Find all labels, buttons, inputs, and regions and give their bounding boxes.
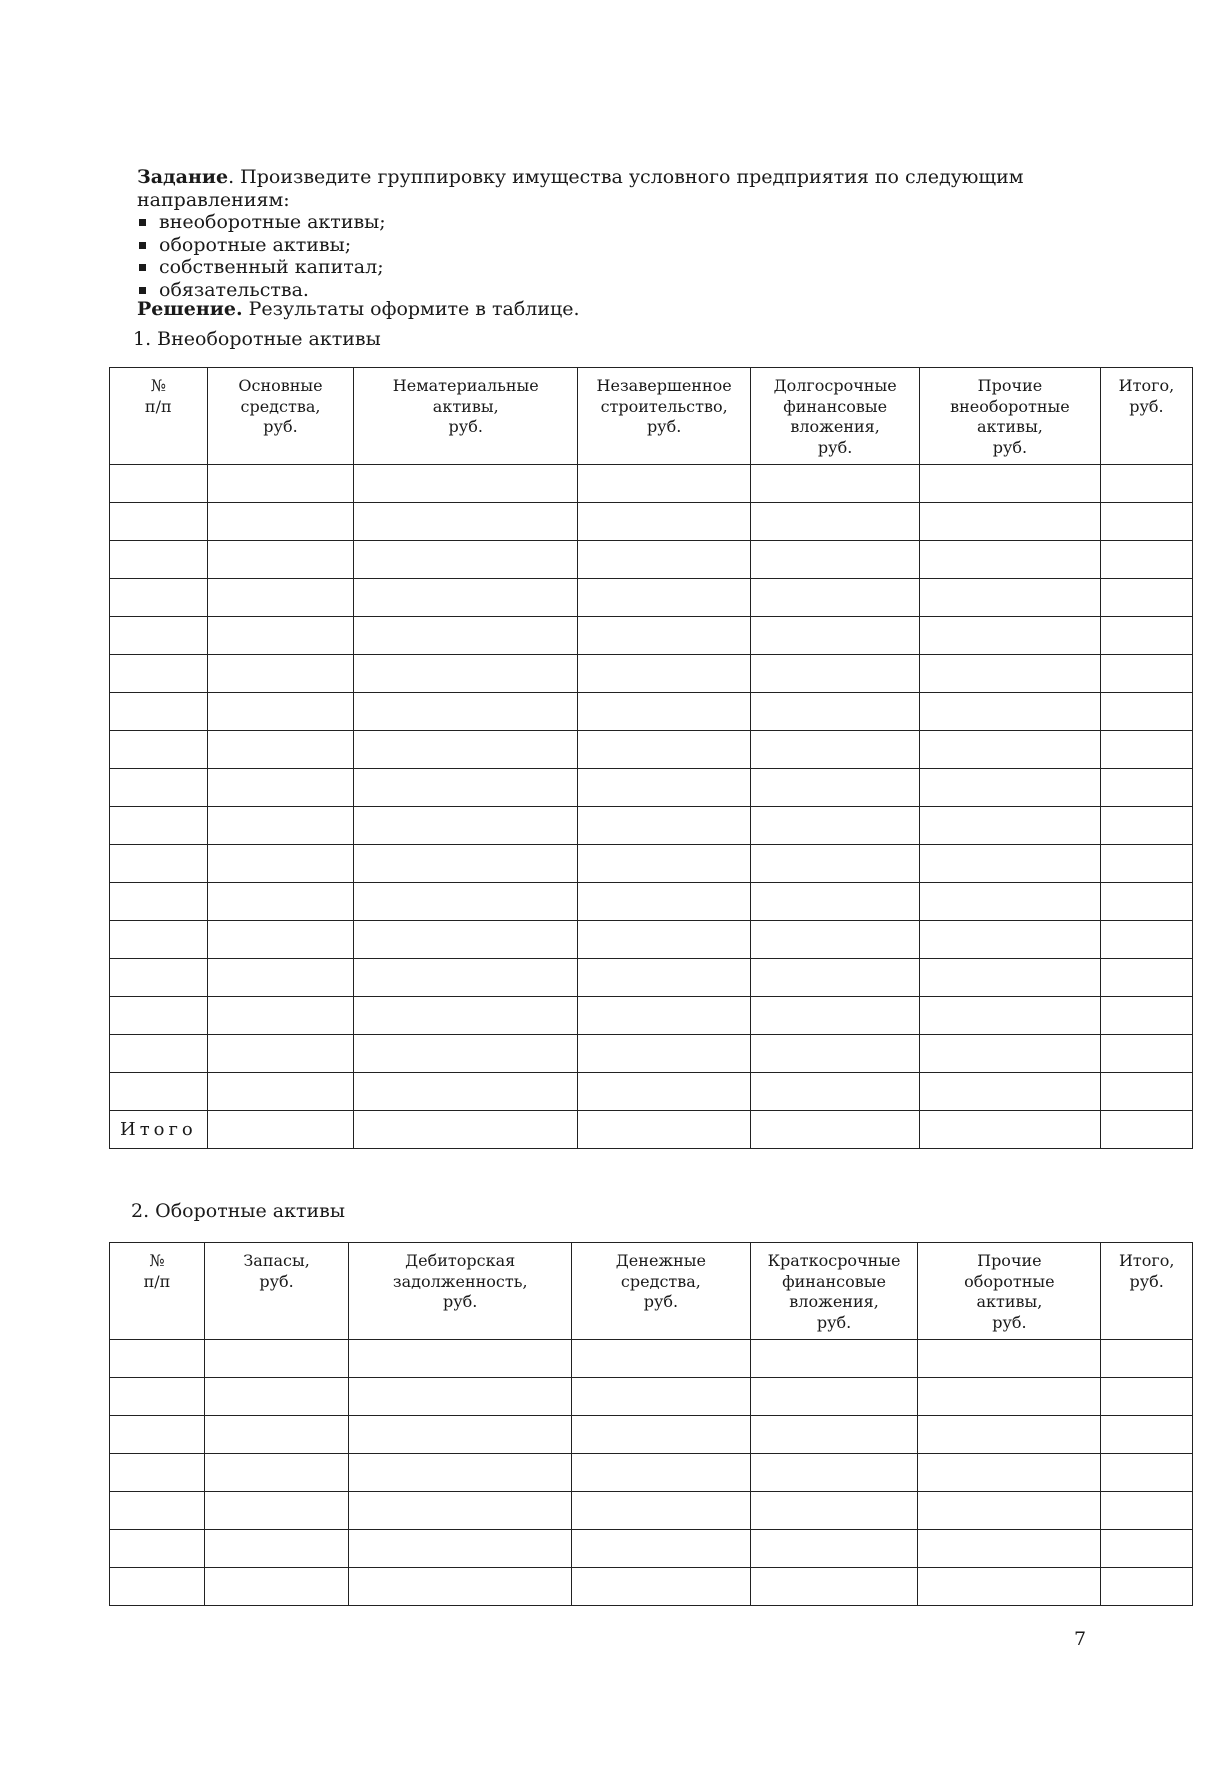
header-line: руб. [1129,1271,1164,1291]
task-label: Задание [137,166,229,188]
table-cell[interactable] [354,731,578,769]
page-number: 7 [1074,1628,1087,1650]
table-cell[interactable] [578,655,751,693]
table-row [110,617,1193,655]
header-line: вложения, [789,1292,879,1311]
header-line: Дебиторская [405,1251,516,1270]
table-row [110,579,1193,617]
table-cell[interactable] [572,1454,751,1492]
table-cell[interactable] [750,1378,918,1416]
table-row [110,1530,1193,1568]
table-cell[interactable] [920,883,1101,921]
total-row [110,1111,1193,1149]
table-row [110,731,1193,769]
header-line: руб. [992,1312,1027,1332]
table-cell[interactable] [354,1073,578,1111]
header-cell-intangible-assets [354,368,578,465]
table-cell[interactable] [110,921,208,959]
table-cell[interactable] [578,465,751,503]
header-cell-receivables [349,1243,572,1340]
header-line: п/п [143,1271,171,1291]
header-cell-long-term-investments [751,368,920,465]
header-line: руб. [646,417,682,436]
table-cell[interactable] [110,997,208,1035]
total-cell[interactable] [1100,1111,1192,1149]
task-statement [137,166,1097,211]
table-cell[interactable] [110,1073,208,1111]
table-cell[interactable] [920,693,1101,731]
total-cell[interactable] [751,1111,920,1149]
bullet-item: собственный капитал; [137,256,1097,279]
header-cell-total [1101,1243,1193,1340]
table-row [110,1340,1193,1378]
table-cell[interactable] [751,731,920,769]
table-row [110,807,1193,845]
table-cell[interactable] [918,1530,1101,1568]
header-line: Запасы, [243,1251,310,1270]
table-cell[interactable] [918,1378,1101,1416]
table-cell[interactable] [572,1568,751,1606]
header-line: Незавершенное [596,376,732,395]
table-cell[interactable] [207,655,354,693]
table-cell[interactable] [1100,541,1192,579]
table-cell[interactable] [751,693,920,731]
header-line: Итого, [1118,1251,1175,1270]
table-cell[interactable] [354,997,578,1035]
table-row [110,541,1193,579]
table-row [110,1454,1193,1492]
table-cell[interactable] [207,883,354,921]
table-cell[interactable] [1101,1454,1193,1492]
table-cell[interactable] [578,997,751,1035]
table-cell[interactable] [751,1073,920,1111]
table-cell[interactable] [920,541,1101,579]
header-line: № [150,376,166,395]
table-cell[interactable] [920,845,1101,883]
header-line: Долгосрочные [773,376,897,395]
table-cell[interactable] [751,579,920,617]
header-cell-number [110,1243,205,1340]
table-cell[interactable] [751,655,920,693]
table-cell[interactable] [578,1073,751,1111]
table-cell[interactable] [751,617,920,655]
table-row [110,1416,1193,1454]
header-line: задолженность, [392,1271,528,1291]
table-cell[interactable] [751,997,920,1035]
table-cell[interactable] [207,997,354,1035]
table-cell[interactable] [354,1035,578,1073]
table-cell[interactable] [110,693,208,731]
table-cell[interactable] [204,1568,348,1606]
table-cell[interactable] [1101,1530,1193,1568]
total-cell[interactable] [207,1111,354,1149]
table-cell[interactable] [110,1035,208,1073]
header-line: Краткосрочные [767,1251,901,1270]
total-cell[interactable] [920,1111,1101,1149]
table-cell[interactable] [349,1454,572,1492]
header-line: вложения, [790,417,880,436]
table-cell[interactable] [204,1378,348,1416]
table-cell[interactable] [110,731,208,769]
table-cell[interactable] [920,921,1101,959]
table-cell[interactable] [1100,807,1192,845]
table-cell[interactable] [1100,1035,1192,1073]
table-cell[interactable] [751,465,920,503]
table-cell[interactable] [578,845,751,883]
table-cell[interactable] [110,1530,205,1568]
table-cell[interactable] [1100,579,1192,617]
table-cell[interactable] [207,693,354,731]
table-row [110,693,1193,731]
table-cell[interactable] [578,883,751,921]
table-cell[interactable] [204,1492,348,1530]
table-cell[interactable] [110,503,208,541]
table-cell[interactable] [207,617,354,655]
table-body [110,465,1193,1111]
table-cell[interactable] [110,465,208,503]
table-row [110,845,1193,883]
table-cell[interactable] [354,693,578,731]
table-cell[interactable] [1101,1492,1193,1530]
table-cell[interactable] [578,693,751,731]
table-cell[interactable] [750,1492,918,1530]
table-cell[interactable] [354,503,578,541]
table-cell[interactable] [1100,959,1192,997]
table-cell[interactable] [204,1454,348,1492]
table-cell[interactable] [110,769,208,807]
header-line: п/п [144,396,172,416]
header-line: финансовые [782,1271,886,1291]
header-line: № [149,1251,165,1270]
header-cell-other-current-assets [918,1243,1101,1340]
task-bullet-list [137,211,1097,301]
table-cell[interactable] [920,465,1101,503]
task-text: . Произведите группировку имущества условного предприятия по следующим направлениям: [137,166,1024,211]
table-cell[interactable] [572,1378,751,1416]
table-cell[interactable] [918,1568,1101,1606]
table-cell[interactable] [207,731,354,769]
table-cell[interactable] [578,959,751,997]
table-cell[interactable] [110,655,208,693]
section-title-noncurrent-assets: 1. Внеоборотные активы [133,328,381,350]
table-cell[interactable] [349,1568,572,1606]
header-line: руб. [263,417,298,436]
table-cell[interactable] [750,1340,918,1378]
table-cell[interactable] [578,579,751,617]
table-cell[interactable] [349,1340,572,1378]
header-line: руб. [643,1292,679,1311]
table-row [110,465,1193,503]
table-row [110,883,1193,921]
table-cell[interactable] [110,1492,205,1530]
header-line: строительство, [600,396,728,416]
table-cell[interactable] [207,579,354,617]
total-cell[interactable] [354,1111,578,1149]
total-cell[interactable] [578,1111,751,1149]
table-cell[interactable] [751,921,920,959]
table-row [110,655,1193,693]
table-cell[interactable] [354,883,578,921]
table-cell[interactable] [207,921,354,959]
table-cell[interactable] [1100,465,1192,503]
header-line: Прочие [977,1251,1042,1270]
table-cell[interactable] [110,845,208,883]
solution-text: Результаты оформите в таблице. [242,298,580,320]
table-cell[interactable] [110,617,208,655]
table-row [110,1073,1193,1111]
table-cell[interactable] [920,503,1101,541]
table-cell[interactable] [920,617,1101,655]
total-label-cell: Итого [110,1111,208,1149]
table-cell[interactable] [354,807,578,845]
table-cell[interactable] [751,883,920,921]
header-cell-inventory [204,1243,348,1340]
table-cell[interactable] [354,769,578,807]
section-title-current-assets: 2. Оборотные активы [131,1200,346,1222]
table-cell[interactable] [110,541,208,579]
header-line: Основные [238,376,323,395]
table-cell[interactable] [207,959,354,997]
table-cell[interactable] [354,655,578,693]
header-cell-construction-in-progress [578,368,751,465]
table-cell[interactable] [572,1416,751,1454]
header-line: активы, [976,1292,1043,1311]
header-cell-total [1100,368,1192,465]
table-cell[interactable] [920,997,1101,1035]
table-cell[interactable] [578,503,751,541]
table-cell[interactable] [110,959,208,997]
table-cell[interactable] [751,503,920,541]
table-noncurrent-assets [109,367,1193,1149]
table-cell[interactable] [1100,731,1192,769]
table-cell[interactable] [578,617,751,655]
header-line: средства, [240,396,321,416]
table-cell[interactable] [920,1073,1101,1111]
header-line: руб. [816,1312,852,1332]
table-row [110,769,1193,807]
table-cell[interactable] [207,541,354,579]
table-row [110,959,1193,997]
table-cell[interactable] [1101,1340,1193,1378]
table-cell[interactable] [207,769,354,807]
table-cell[interactable] [354,845,578,883]
header-cell-number [110,368,208,465]
bullet-item: обязательства. [137,279,1097,302]
table-cell[interactable] [354,579,578,617]
table-cell[interactable] [578,807,751,845]
table-cell[interactable] [1100,693,1192,731]
table-cell[interactable] [354,959,578,997]
table-row [110,1492,1193,1530]
header-cell-cash [572,1243,751,1340]
table-cell[interactable] [207,503,354,541]
header-line: активы, [432,396,499,416]
table-cell[interactable] [349,1378,572,1416]
table-cell[interactable] [920,579,1101,617]
table-cell[interactable] [578,769,751,807]
table-row [110,503,1193,541]
table-cell[interactable] [110,807,208,845]
table-cell[interactable] [918,1492,1101,1530]
table-row [110,1568,1193,1606]
table-cell[interactable] [751,769,920,807]
header-line: Нематериальные [392,376,539,395]
table-cell[interactable] [920,1035,1101,1073]
table-cell[interactable] [1101,1568,1193,1606]
table-cell[interactable] [1100,1073,1192,1111]
table-cell[interactable] [572,1492,751,1530]
table-row [110,1035,1193,1073]
table-cell[interactable] [918,1340,1101,1378]
table-cell[interactable] [110,1568,205,1606]
table-cell[interactable] [207,1035,354,1073]
table-row [110,921,1193,959]
table-cell[interactable] [1100,921,1192,959]
table-cell[interactable] [1100,503,1192,541]
table-cell[interactable] [920,959,1101,997]
solution-label: Решение. [137,298,243,320]
header-line: руб. [259,1271,294,1291]
header-cell-fixed-assets [207,368,354,465]
table-cell[interactable] [1100,997,1192,1035]
table-cell[interactable] [354,465,578,503]
header-line: Денежные [615,1251,706,1270]
table-cell[interactable] [750,1454,918,1492]
table-cell[interactable] [578,541,751,579]
table-cell[interactable] [750,1568,918,1606]
table-cell[interactable] [750,1416,918,1454]
header-line: внеоборотные [950,396,1070,416]
table-cell[interactable] [751,1035,920,1073]
header-line: оборотные [964,1271,1055,1291]
table-cell[interactable] [110,1340,205,1378]
table-cell[interactable] [751,807,920,845]
header-line: руб. [1129,396,1164,416]
header-line: активы, [977,417,1043,436]
table-cell[interactable] [572,1530,751,1568]
table-cell[interactable] [204,1340,348,1378]
header-cell-short-term-investments [750,1243,918,1340]
task-block [137,166,1097,301]
header-line: руб. [992,437,1028,457]
table-cell[interactable] [207,845,354,883]
table-cell[interactable] [1101,1416,1193,1454]
table-cell[interactable] [918,1416,1101,1454]
table-cell[interactable] [207,1073,354,1111]
table-cell[interactable] [1100,845,1192,883]
table-body [110,1340,1193,1606]
header-line: Итого, [1118,376,1175,395]
table-cell[interactable] [578,731,751,769]
table-cell[interactable] [1100,655,1192,693]
header-line: финансовые [783,396,888,416]
table-cell[interactable] [578,1035,751,1073]
table-cell[interactable] [349,1530,572,1568]
table-cell[interactable] [1100,769,1192,807]
table-cell[interactable] [207,807,354,845]
header-cell-other-noncurrent-assets [920,368,1101,465]
header-line: средства, [620,1271,701,1291]
table-cell[interactable] [751,845,920,883]
header-line: Прочие [977,376,1043,395]
table-cell[interactable] [1100,883,1192,921]
table-cell[interactable] [207,465,354,503]
table-cell[interactable] [204,1530,348,1568]
header-line: руб. [817,437,853,457]
table-cell[interactable] [572,1340,751,1378]
table-cell[interactable] [920,731,1101,769]
table-current-assets [109,1242,1193,1606]
header-line: руб. [448,417,483,436]
table-cell[interactable] [349,1492,572,1530]
table-cell[interactable] [1101,1378,1193,1416]
table-cell[interactable] [349,1416,572,1454]
table-cell[interactable] [578,921,751,959]
header-row [110,368,1193,465]
bullet-item: внеоборотные активы; [137,211,1097,234]
table-row [110,997,1193,1035]
table-row [110,1378,1193,1416]
table-cell[interactable] [920,807,1101,845]
table-cell[interactable] [1100,617,1192,655]
table-cell[interactable] [204,1416,348,1454]
solution-line [137,298,580,320]
table-cell[interactable] [918,1454,1101,1492]
table-cell[interactable] [110,1378,205,1416]
table-cell[interactable] [750,1530,918,1568]
table-cell[interactable] [110,883,208,921]
table-cell[interactable] [354,541,578,579]
table-cell[interactable] [920,655,1101,693]
table-cell[interactable] [110,1454,205,1492]
table-cell[interactable] [110,579,208,617]
table-cell[interactable] [354,921,578,959]
table-cell[interactable] [110,1416,205,1454]
header-line: руб. [443,1292,478,1311]
table-cell[interactable] [354,617,578,655]
bullet-item: оборотные активы; [137,234,1097,257]
table-cell[interactable] [751,541,920,579]
table-cell[interactable] [751,959,920,997]
header-row [110,1243,1193,1340]
table-cell[interactable] [920,769,1101,807]
